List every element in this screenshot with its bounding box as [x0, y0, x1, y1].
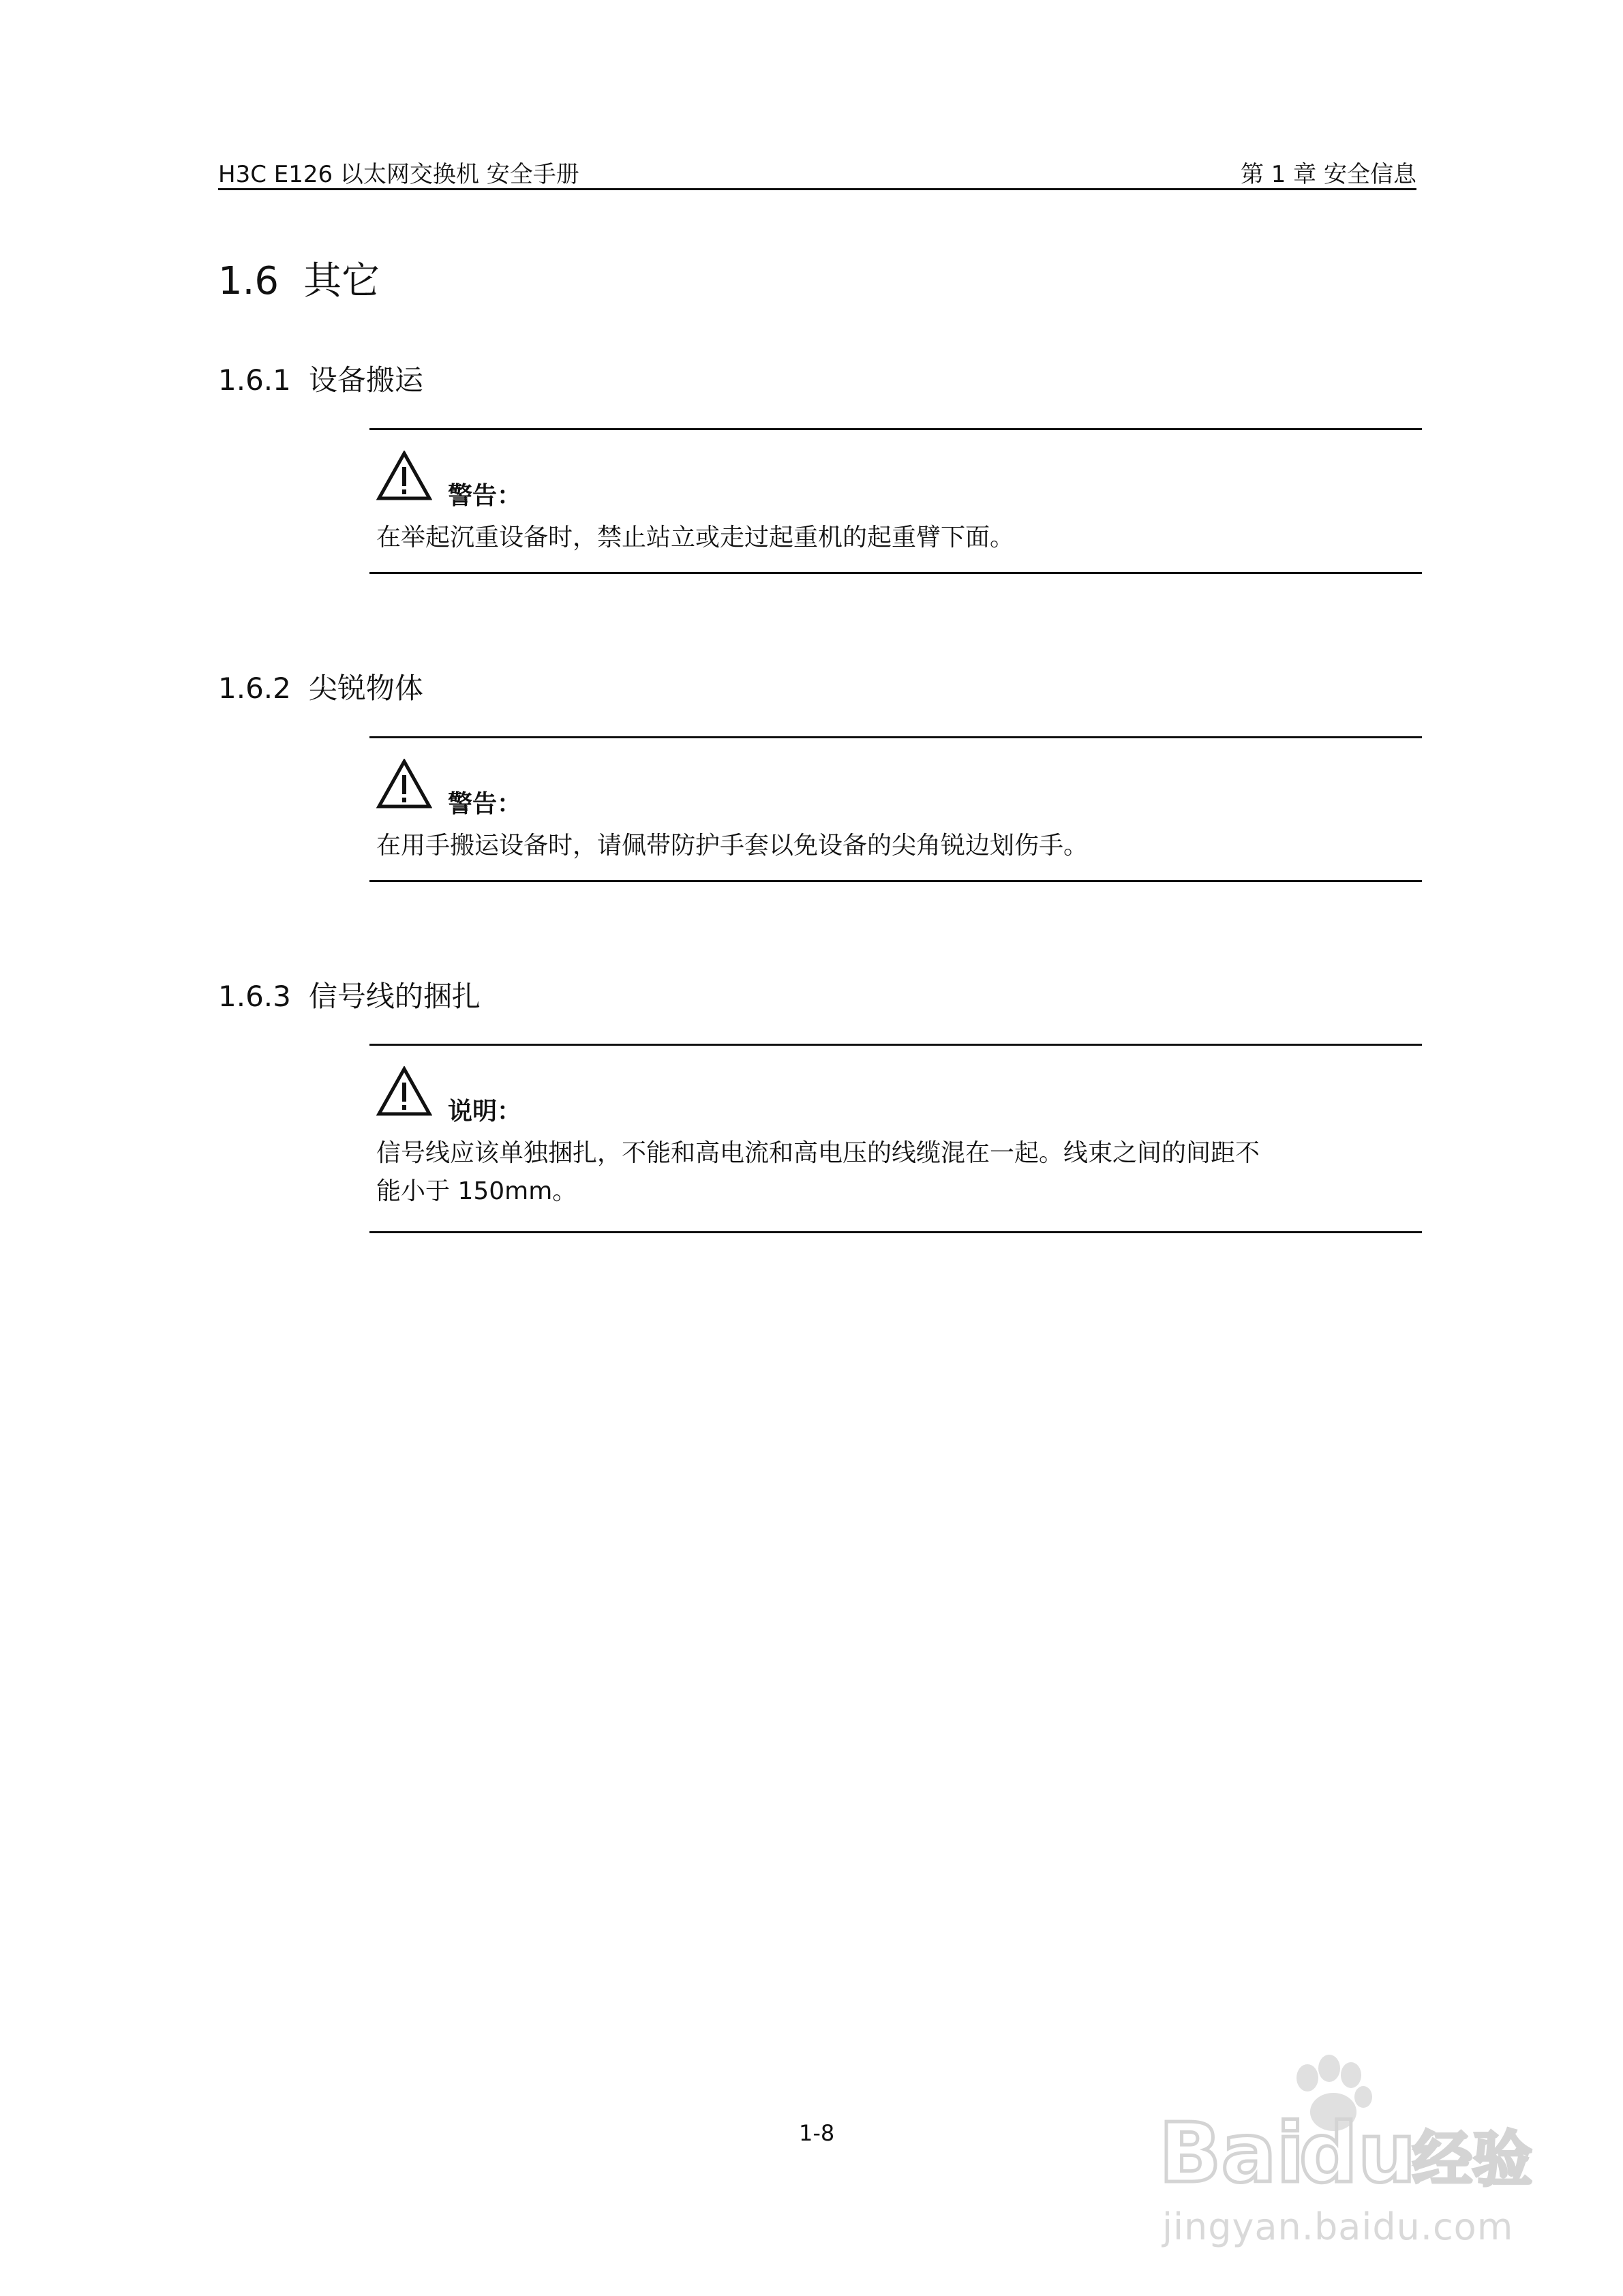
svg-text:du: du: [1299, 2106, 1416, 2201]
subsection-title: 尖锐物体: [308, 671, 423, 705]
page-number: 1-8: [799, 2120, 835, 2146]
section-number: 1.6: [218, 259, 279, 303]
subsection-number: 1.6.3: [218, 980, 291, 1013]
warning-triangle-icon: [376, 451, 432, 501]
notice-text: [376, 1134, 1412, 1211]
warning-box-1-6-1: [369, 428, 1422, 574]
warning-triangle-icon: [376, 759, 432, 809]
notice-text: 在举起沉重设备时，禁止站立或走过起重机的起重臂下面。: [376, 524, 1015, 552]
header-chapter-title: 第 1 章 安全信息: [1240, 161, 1416, 188]
notice-text-line-2: 能小于 150mm。: [376, 1177, 577, 1205]
notice-header: [376, 759, 785, 818]
baidu-jingyan-watermark: [1159, 2052, 1541, 2256]
warning-triangle-icon: [376, 1066, 432, 1117]
subsection-number: 1.6.2: [218, 671, 291, 705]
subsection-heading-1-6-1: [218, 358, 423, 399]
subsection-title: 设备搬运: [308, 363, 423, 397]
notice-label: 说明：: [448, 1098, 522, 1126]
subsection-heading-1-6-3: [218, 974, 481, 1015]
subsection-heading-1-6-2: [218, 666, 423, 707]
notice-label: 警告：: [448, 482, 522, 510]
notice-label: 警告：: [448, 790, 522, 818]
svg-text:Bai: Bai: [1159, 2106, 1305, 2201]
header-document-title: H3C E126 以太网交换机 安全手册: [218, 161, 579, 188]
subsection-number: 1.6.1: [218, 363, 291, 397]
note-box-1-6-3: [369, 1044, 1422, 1233]
header-divider: [218, 188, 1416, 190]
notice-text: 在用手搬运设备时，请佩带防护手套以免设备的尖角锐边划伤手。: [376, 832, 1089, 860]
watermark-url: jingyan.baidu.com: [1162, 2205, 1514, 2248]
warning-box-1-6-2: [369, 736, 1422, 882]
baidu-paw-logo-icon: [1159, 2052, 1541, 2202]
notice-header: [376, 1066, 785, 1126]
section-heading: [218, 251, 380, 305]
section-title: 其它: [303, 259, 380, 303]
notice-header: [376, 451, 785, 510]
notice-text-line-1: 信号线应该单独捆扎，不能和高电流和高电压的线缆混在一起。线束之间的间距不: [376, 1139, 1260, 1167]
svg-text:经验: 经验: [1412, 2124, 1533, 2194]
subsection-title: 信号线的捆扎: [308, 980, 481, 1013]
